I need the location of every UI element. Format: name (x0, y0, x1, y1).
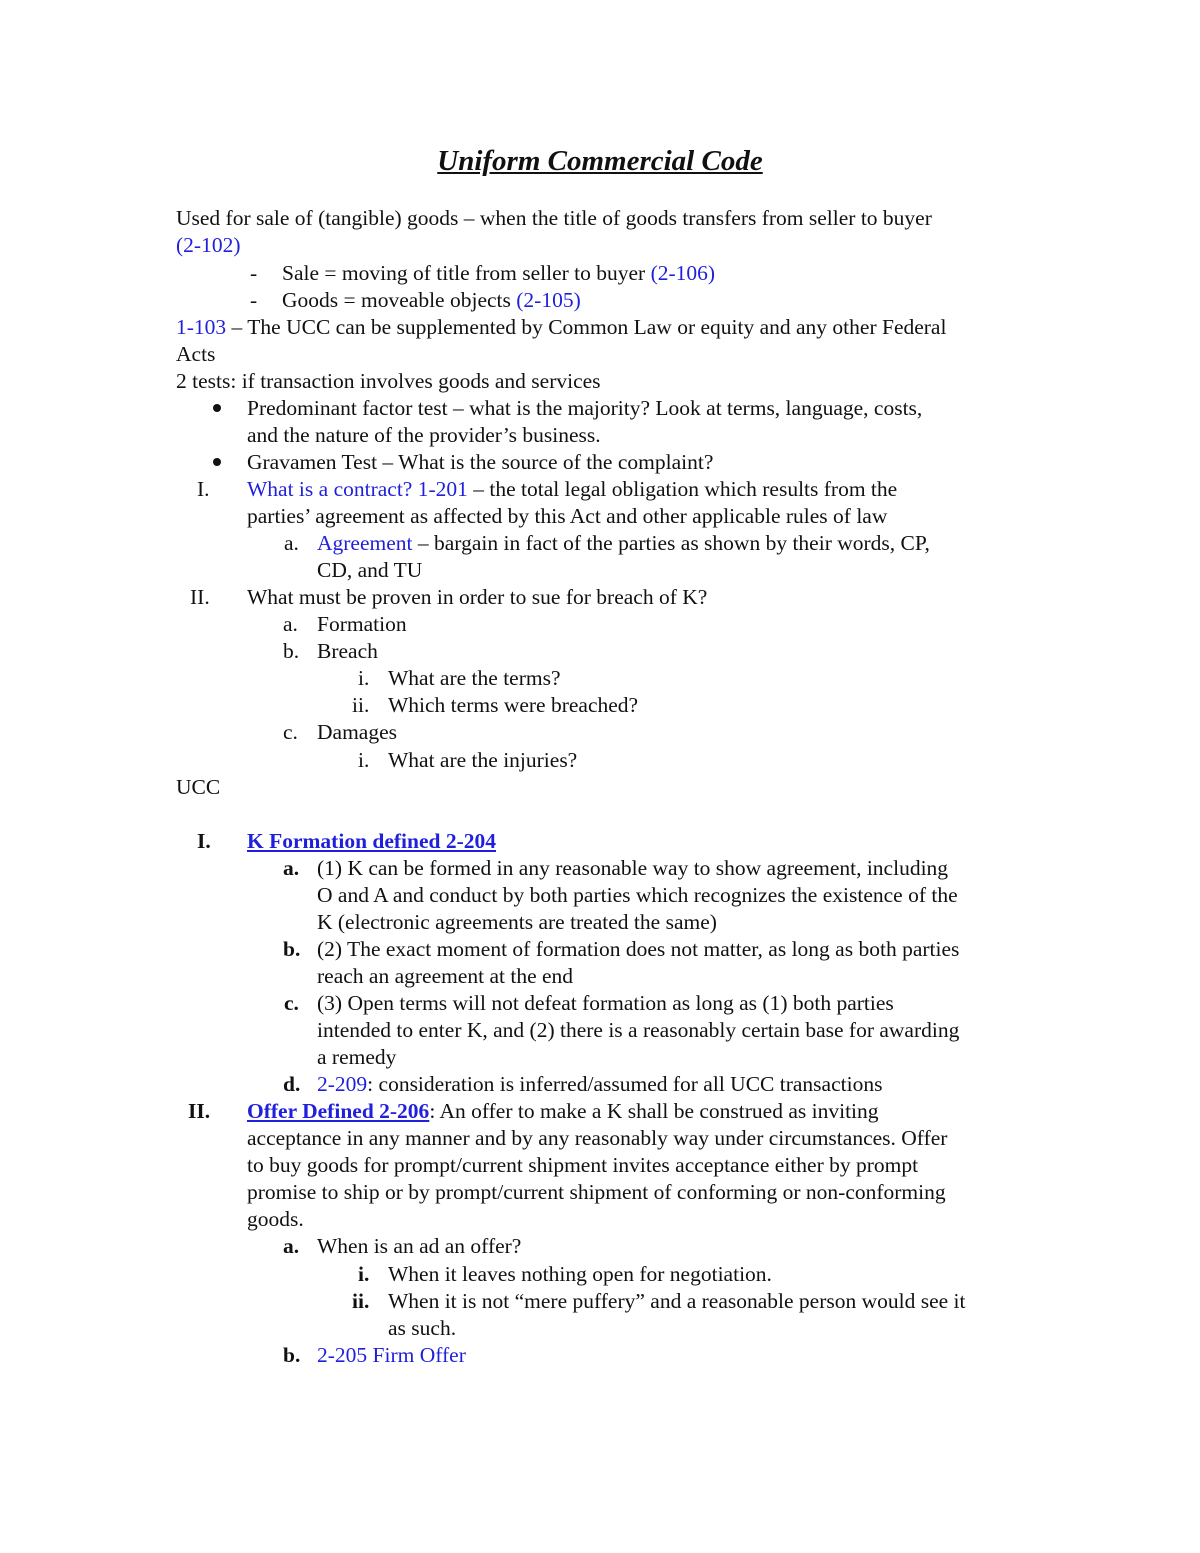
outline-item-continued: goods. (247, 1207, 304, 1231)
intro-reference: (2-102) (176, 233, 241, 257)
outline-marker: a. (283, 1234, 300, 1258)
outline-item-continued: O and A and conduct by both parties which recognizes the existence of the (317, 883, 958, 907)
outline-item: When it is not “mere puffery” and a reasonable person would see it (388, 1289, 966, 1313)
outline-item: (3) Open terms will not defeat formation as long as (1) both parties (317, 991, 894, 1015)
outline-item-continued: as such. (388, 1316, 457, 1340)
outline-marker: ii. (352, 693, 370, 717)
page-title: Uniform Commercial Code (437, 145, 763, 177)
supplement-line-2: Acts (176, 342, 216, 366)
outline-marker: a. (284, 531, 299, 555)
outline-marker: i. (358, 1262, 370, 1286)
outline-item: (1) K can be formed in any reasonable way to show agreement, including (317, 856, 949, 880)
supplement-reference: 1-103 (176, 315, 227, 339)
outline-marker: i. (358, 748, 370, 772)
offer-text: : An offer to make a K shall be construed as inviting (429, 1099, 879, 1123)
bullet-item-continued: and the nature of the provider’s business. (247, 423, 601, 447)
outline-item: Damages (317, 720, 397, 744)
bullet-item: Gravamen Test – What is the source of the complaint? (247, 450, 714, 474)
outline-item-continued: acceptance in any manner and by any reasonably way under circumstances. Offer (247, 1126, 948, 1150)
outline-marker: b. (283, 1343, 301, 1367)
outline-item-breach: What must be proven in order to sue for breach of K? (247, 585, 708, 609)
outline-item-continued: K (electronic agreements are treated the same) (317, 910, 717, 934)
outline-item-consideration (317, 1071, 882, 1098)
formation-link[interactable]: K Formation defined 2-204 (247, 829, 497, 853)
contract-text: – the total legal obligation which results from the (467, 477, 898, 501)
outline-marker: c. (283, 720, 298, 744)
outline-item-contract (247, 476, 897, 503)
consideration-text: : consideration is inferred/assumed for all UCC transactions (367, 1072, 883, 1096)
supplement-line (176, 314, 946, 341)
outline-item: When it leaves nothing open for negotiation. (388, 1262, 772, 1286)
dash-item-sale (282, 260, 715, 287)
tests-heading: 2 tests: if transaction involves goods and services (176, 369, 601, 393)
outline-item-continued: promise to ship or by prompt/current shipment of conforming or non-conforming (247, 1180, 946, 1204)
outline-item-continued: reach an agreement at the end (317, 964, 574, 988)
consideration-reference: 2-209 (317, 1072, 368, 1096)
dash-item-text: Goods = moveable objects (282, 288, 517, 312)
dash-marker: - (250, 288, 258, 312)
outline-item: Which terms were breached? (388, 693, 639, 717)
outline-marker: b. (283, 639, 300, 663)
bullet-item: Predominant factor test – what is the majority? Look at terms, language, costs, (247, 396, 923, 420)
offer-link[interactable]: Offer Defined 2-206 (247, 1099, 430, 1123)
outline-item: Breach (317, 639, 378, 663)
agreement-reference: Agreement (317, 531, 413, 555)
outline-item-agreement-continued: CD, and TU (317, 558, 423, 582)
outline-item: Formation (317, 612, 407, 636)
dash-item-goods (282, 287, 581, 314)
bullet-icon (213, 458, 221, 466)
outline-item: When is an ad an offer? (317, 1234, 522, 1258)
outline-marker: II. (188, 1099, 211, 1123)
section-label: UCC (176, 775, 221, 799)
outline-item: What are the terms? (388, 666, 561, 690)
outline-marker: I. (197, 829, 211, 853)
outline-item-offer (247, 1098, 879, 1125)
outline-marker: c. (284, 991, 299, 1015)
outline-marker: ii. (352, 1289, 370, 1313)
outline-item-contract-continued: parties’ agreement as affected by this Act and other applicable rules of law (247, 504, 888, 528)
bullet-icon (213, 404, 221, 412)
outline-item-agreement (317, 530, 930, 557)
dash-item-text: Sale = moving of title from seller to buyer (282, 261, 651, 285)
outline-marker: d. (283, 1072, 301, 1096)
outline-marker: i. (358, 666, 370, 690)
contract-reference: What is a contract? 1-201 (247, 477, 468, 501)
dash-item-reference: (2-105) (516, 288, 581, 312)
outline-marker: a. (283, 856, 300, 880)
dash-marker: - (250, 261, 258, 285)
outline-marker: b. (283, 937, 301, 961)
agreement-text: – bargain in fact of the parties as shown by their words, CP, (412, 531, 930, 555)
supplement-text: – The UCC can be supplemented by Common Law or equity and any other Federal (226, 315, 947, 339)
outline-item: (2) The exact moment of formation does not matter, as long as both parties (317, 937, 960, 961)
firm-offer-reference: 2-205 Firm Offer (317, 1343, 466, 1367)
outline-item: What are the injuries? (388, 748, 578, 772)
outline-marker: II. (190, 585, 210, 609)
outline-marker: a. (283, 612, 298, 636)
outline-item-continued: a remedy (317, 1045, 397, 1069)
outline-marker: I. (197, 477, 210, 501)
outline-item-continued: intended to enter K, and (2) there is a reasonably certain base for awarding (317, 1018, 960, 1042)
dash-item-reference: (2-106) (650, 261, 716, 285)
intro-line: Used for sale of (tangible) goods – when the title of goods transfers from seller to buyer (176, 206, 932, 230)
outline-item-continued: to buy goods for prompt/current shipment invites acceptance either by prompt (247, 1153, 919, 1177)
